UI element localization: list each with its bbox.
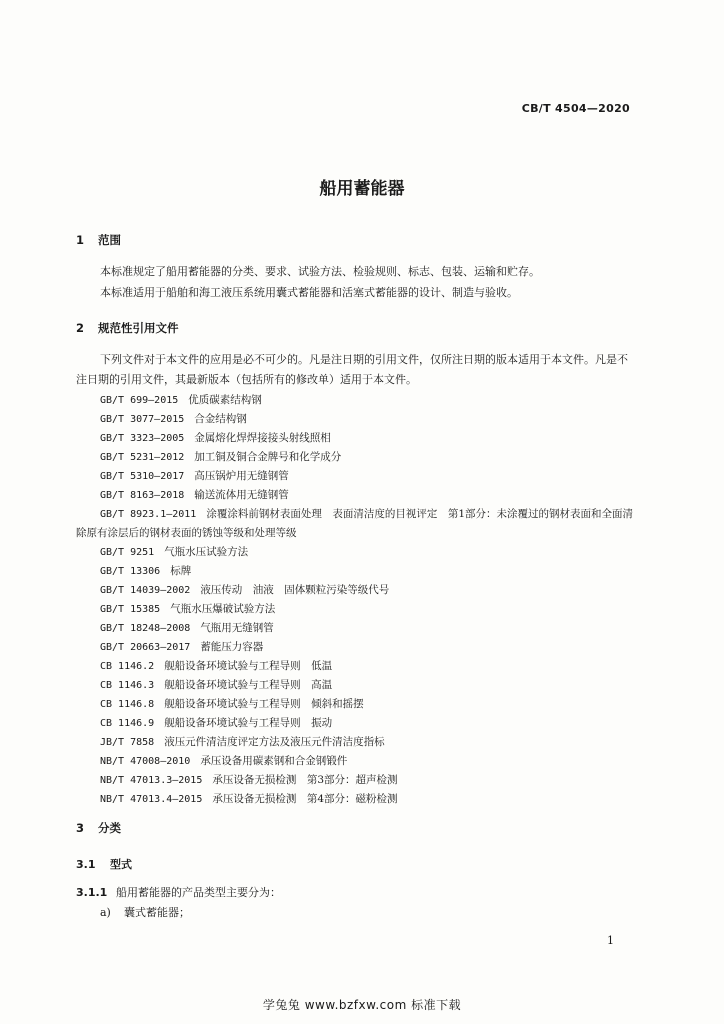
reference-title: 涂覆涂料前钢材表面处理 表面清洁度的目视评定 第1部分：未涂覆过的钢材表面和全面清除原有涂层后的钢材表面的锈蚀等级和处理等级 (76, 508, 634, 539)
reference-item (76, 448, 636, 467)
reference-title: 舰船设备环境试验与工程导则 倾斜和摇摆 (164, 698, 364, 710)
reference-code: GB/T 3077—2015 (100, 414, 185, 425)
reference-item (76, 733, 636, 752)
section-3-heading (76, 820, 121, 836)
reference-code: CB 1146.2 (100, 661, 155, 672)
reference-code: GB/T 15385 (100, 604, 161, 615)
subsection-3-1-title: 型式 (110, 858, 132, 871)
document-title: 船用蓄能器 (319, 179, 405, 199)
clause-3-1-1-text: 船用蓄能器的产品类型主要分为： (116, 886, 281, 899)
reference-item (76, 391, 636, 410)
reference-title: 气瓶用无缝钢管 (200, 622, 274, 634)
list-item-a-label: a) (100, 906, 111, 919)
reference-item (76, 657, 636, 676)
reference-code: GB/T 8163—2018 (100, 490, 185, 501)
reference-item (76, 581, 636, 600)
page-number: 1 (607, 934, 614, 947)
reference-code: GB/T 3323—2005 (100, 433, 185, 444)
references-intro: 下列文件对于本文件的应用是必不可少的。凡是注日期的引用文件，仅所注日期的版本适用于本文件。凡是不注日期的引用文件，其最新版本（包括所有的修改单）适用于本文件。 (76, 353, 628, 386)
reference-code: JB/T 7858 (100, 737, 155, 748)
reference-item (76, 600, 636, 619)
reference-item (76, 429, 636, 448)
reference-code: NB/T 47013.4—2015 (100, 794, 203, 805)
list-item-a (100, 904, 190, 920)
reference-title: 承压设备用碳素钢和合金钢锻件 (200, 755, 348, 767)
reference-item (76, 562, 636, 581)
reference-item (76, 714, 636, 733)
subsection-3-1-number: 3.1 (76, 858, 96, 871)
subsection-3-1-heading (76, 856, 132, 872)
reference-code: GB/T 5310—2017 (100, 471, 185, 482)
reference-code: GB/T 18248—2008 (100, 623, 191, 634)
section-1-heading (76, 232, 121, 248)
clause-3-1-1-number: 3.1.1 (76, 886, 108, 899)
scope-paragraph-2: 本标准适用于船舶和海工液压系统用囊式蓄能器和活塞式蓄能器的设计、制造与验收。 (100, 286, 518, 299)
reference-title: 蓄能压力容器 (200, 641, 264, 653)
reference-title: 合金结构钢 (194, 413, 247, 425)
scope-paragraph-1: 本标准规定了船用蓄能器的分类、要求、试验方法、检验规则、标志、包装、运输和贮存。 (100, 265, 540, 278)
reference-item (76, 790, 636, 809)
reference-title: 舰船设备环境试验与工程导则 高温 (164, 679, 333, 691)
section-2-title: 规范性引用文件 (98, 321, 179, 335)
reference-title: 输送流体用无缝钢管 (194, 489, 289, 501)
reference-title: 气瓶水压爆破试验方法 (170, 603, 276, 615)
reference-title: 液压传动 油液 固体颗粒污染等级代号 (200, 584, 390, 596)
reference-item (76, 638, 636, 657)
reference-code: GB/T 8923.1—2011 (100, 509, 197, 520)
section-1-title: 范围 (98, 233, 121, 247)
reference-item (76, 505, 636, 543)
section-1-number: 1 (76, 233, 85, 247)
reference-item (76, 676, 636, 695)
reference-title: 气瓶水压试验方法 (164, 546, 249, 558)
reference-item (76, 695, 636, 714)
reference-title: 高压锅炉用无缝钢管 (194, 470, 289, 482)
section-3-number: 3 (76, 821, 85, 835)
reference-code: CB 1146.3 (100, 680, 155, 691)
reference-list (76, 391, 636, 809)
reference-item (76, 752, 636, 771)
reference-code: GB/T 5231—2012 (100, 452, 185, 463)
reference-title: 承压设备无损检测 第4部分：磁粉检测 (212, 793, 398, 805)
reference-title: 金属熔化焊焊接接头射线照相 (194, 432, 331, 444)
reference-title: 液压元件清洁度评定方法及液压元件清洁度指标 (164, 736, 385, 748)
reference-item (76, 543, 636, 562)
reference-title: 承压设备无损检测 第3部分：超声检测 (212, 774, 398, 786)
reference-code: GB/T 20663—2017 (100, 642, 191, 653)
reference-item (76, 410, 636, 429)
reference-code: GB/T 14039—2002 (100, 585, 191, 596)
reference-title: 加工铜及铜合金牌号和化学成分 (194, 451, 342, 463)
reference-item (76, 467, 636, 486)
reference-title: 舰船设备环境试验与工程导则 振动 (164, 717, 333, 729)
reference-code: GB/T 13306 (100, 566, 161, 577)
section-2-number: 2 (76, 321, 85, 335)
reference-code: GB/T 9251 (100, 547, 155, 558)
reference-item (76, 486, 636, 505)
reference-code: NB/T 47013.3—2015 (100, 775, 203, 786)
reference-code: CB 1146.8 (100, 699, 155, 710)
reference-item (76, 619, 636, 638)
standard-code: CB/T 4504—2020 (521, 102, 630, 115)
reference-code: GB/T 699—2015 (100, 395, 179, 406)
reference-title: 标牌 (170, 565, 192, 577)
reference-code: NB/T 47008—2010 (100, 756, 191, 767)
footer-watermark-text: 学兔兔 www.bzfxw.com 标准下载 (262, 998, 462, 1012)
section-3-title: 分类 (98, 821, 121, 835)
reference-title: 舰船设备环境试验与工程导则 低温 (164, 660, 333, 672)
list-item-a-text: 囊式蓄能器； (124, 906, 190, 919)
clause-3-1-1 (76, 884, 281, 900)
reference-title: 优质碳素结构钢 (188, 394, 262, 406)
reference-code: CB 1146.9 (100, 718, 155, 729)
section-2-heading (76, 320, 179, 336)
reference-item (76, 771, 636, 790)
